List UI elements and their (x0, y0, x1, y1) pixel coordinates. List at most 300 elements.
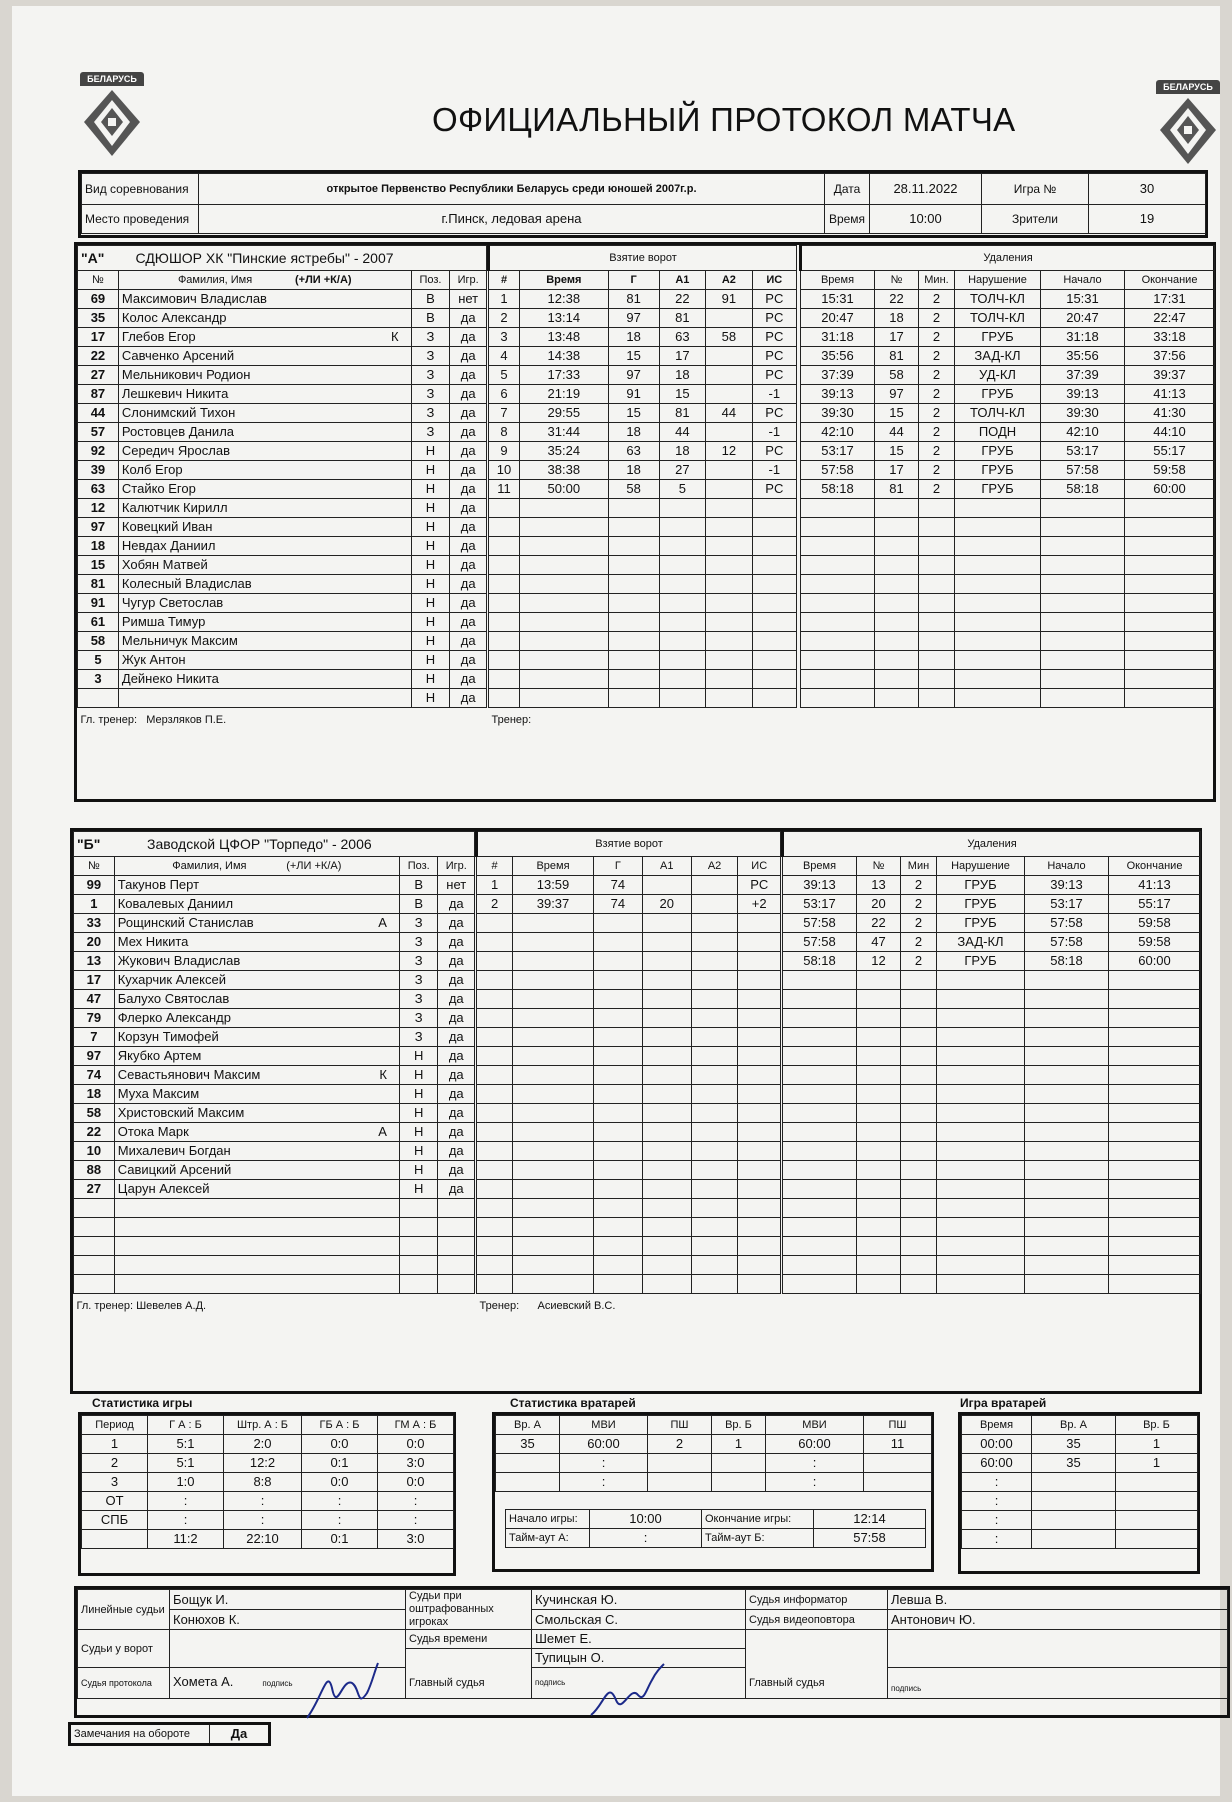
player-position: Н (399, 1161, 438, 1180)
player-position: Н (411, 651, 450, 670)
table-cell: 63 (608, 442, 659, 461)
player-name (118, 613, 411, 632)
table-cell (937, 1028, 1025, 1047)
column-header: Время (520, 271, 609, 290)
table-cell: 35:24 (520, 442, 609, 461)
table-cell: 17 (875, 461, 919, 480)
table-cell (738, 1028, 781, 1047)
table-cell (801, 537, 875, 556)
table-cell (706, 594, 753, 613)
goalie-time-row (962, 1530, 1198, 1549)
table-cell (738, 990, 781, 1009)
table-cell (875, 670, 919, 689)
table-cell (738, 1218, 781, 1237)
table-cell: 2 (919, 404, 955, 423)
table-cell (1109, 1009, 1201, 1028)
table-cell: 60:00 (1109, 952, 1201, 971)
player-name-text: Калютчик Кирилл (121, 500, 228, 515)
goalie-time-row (962, 1492, 1198, 1511)
col-pos: Поз. (399, 857, 438, 876)
player-row (78, 480, 487, 499)
player-number: 63 (78, 480, 119, 499)
table-cell (937, 1199, 1025, 1218)
table-cell: 13:48 (520, 328, 609, 347)
penalty-row (801, 689, 1215, 708)
player-name-text: Мельничук Максим (121, 633, 238, 648)
goal-row (489, 575, 797, 594)
table-cell (901, 1104, 937, 1123)
table-cell: 41:13 (1109, 876, 1201, 895)
player-number: 33 (74, 914, 115, 933)
table-cell: 60:00 (766, 1435, 864, 1454)
table-cell (659, 575, 706, 594)
column-header: Вр. А (496, 1416, 560, 1435)
player-number: 47 (74, 990, 115, 1009)
player-position: З (411, 385, 450, 404)
table-cell (513, 914, 594, 933)
penalty-row (783, 1256, 1201, 1275)
table-cell (1109, 1123, 1201, 1142)
table-cell: 57:58 (1025, 933, 1109, 952)
player-position: Н (399, 1142, 438, 1161)
table-cell: ГРУБ (937, 952, 1025, 971)
table-cell: 35 (1032, 1454, 1116, 1473)
game-stats-box (78, 1412, 456, 1576)
table-cell (642, 1085, 691, 1104)
table-cell (752, 594, 796, 613)
player-played: да (450, 461, 487, 480)
table-cell (875, 632, 919, 651)
table-cell: 2 (901, 876, 937, 895)
table-cell (513, 1256, 594, 1275)
table-cell (901, 1275, 937, 1294)
penalty-row (801, 556, 1215, 575)
player-position: Н (411, 594, 450, 613)
column-header: Начало (1041, 271, 1125, 290)
goal-row (477, 1085, 781, 1104)
player-played (438, 1199, 475, 1218)
table-cell (1109, 1161, 1201, 1180)
table-cell (489, 575, 520, 594)
column-header: Вр. Б (712, 1416, 766, 1435)
table-cell (1125, 632, 1215, 651)
table-cell (593, 1028, 642, 1047)
player-number: 5 (78, 651, 119, 670)
team-b-goals (475, 831, 781, 1318)
player-played: да (450, 309, 487, 328)
player-position: Н (411, 442, 450, 461)
table-cell (513, 1066, 594, 1085)
table-cell: 2 (919, 461, 955, 480)
table-cell (901, 990, 937, 1009)
table-cell: 44 (706, 404, 753, 423)
table-cell: 12 (857, 952, 901, 971)
player-position: З (399, 971, 438, 990)
player-row (78, 632, 487, 651)
penalty-row (783, 1275, 1201, 1294)
table-cell (857, 1009, 901, 1028)
team-b-roster (73, 831, 475, 1318)
player-name (118, 290, 411, 309)
team-a-pen-title: Удаления (801, 246, 1215, 271)
table-cell: -1 (752, 385, 796, 404)
table-cell (919, 651, 955, 670)
table-cell (608, 518, 659, 537)
player-name-text: Отока Марк (117, 1124, 189, 1139)
table-cell: 12:38 (520, 290, 609, 309)
table-cell: 15 (608, 347, 659, 366)
table-cell (1116, 1492, 1198, 1511)
table-cell: 3:0 (378, 1530, 454, 1549)
table-cell (857, 971, 901, 990)
player-name-text: Жук Антон (121, 652, 186, 667)
player-name-text: Кухарчик Алексей (117, 972, 226, 987)
player-number: 57 (78, 423, 119, 442)
table-cell: 35:56 (801, 347, 875, 366)
table-cell: : (560, 1454, 648, 1473)
table-cell: 58 (706, 328, 753, 347)
goal-row (489, 385, 797, 404)
table-cell (1109, 1218, 1201, 1237)
table-cell (1109, 1237, 1201, 1256)
table-cell (1116, 1511, 1198, 1530)
table-cell: 10 (489, 461, 520, 480)
column-header: Вр. Б (1116, 1416, 1198, 1435)
column-header: Мин (901, 857, 937, 876)
table-cell (1025, 990, 1109, 1009)
table-cell (1109, 1180, 1201, 1199)
gk-game-box (958, 1412, 1200, 1574)
logo-text: БЕЛАРУСЬ (1156, 80, 1220, 94)
table-cell: PC (752, 404, 796, 423)
table-cell: 15 (659, 385, 706, 404)
video-judge: Антонович Ю. (888, 1610, 1228, 1630)
penalty-row (783, 1104, 1201, 1123)
table-cell (955, 575, 1041, 594)
table-cell (857, 1161, 901, 1180)
table-cell (738, 1256, 781, 1275)
player-name (114, 1066, 399, 1085)
table-cell (593, 1256, 642, 1275)
player-number: 92 (78, 442, 119, 461)
player-name-text: Муха Максим (117, 1086, 200, 1101)
table-cell: 15 (875, 404, 919, 423)
table-cell: 39:30 (1041, 404, 1125, 423)
table-cell (608, 651, 659, 670)
player-name (118, 328, 411, 347)
table-cell (752, 670, 796, 689)
table-cell (1025, 1085, 1109, 1104)
player-number: 10 (74, 1142, 115, 1161)
table-cell (608, 613, 659, 632)
player-name (114, 876, 399, 895)
table-cell: PC (752, 328, 796, 347)
chief-sign-label: подпись (888, 1668, 1228, 1699)
table-cell: 29:55 (520, 404, 609, 423)
end-time: 12:14 (814, 1510, 926, 1529)
chief-label: Главный судья (746, 1668, 888, 1699)
table-cell: 1:0 (148, 1473, 224, 1492)
table-cell (857, 1104, 901, 1123)
penbox-label: Судьи при оштрафованных игроках (406, 1590, 532, 1630)
player-number: 69 (78, 290, 119, 309)
table-cell (1125, 594, 1215, 613)
table-cell: 39:13 (1041, 385, 1125, 404)
table-cell (1125, 537, 1215, 556)
table-cell (857, 1047, 901, 1066)
spectators-label: Зрители (982, 205, 1089, 234)
table-cell (901, 1142, 937, 1161)
player-name-text: Якубко Артем (117, 1048, 202, 1063)
player-row (78, 575, 487, 594)
table-cell: УД-КЛ (955, 366, 1041, 385)
referee-sign-label: подпись (532, 1668, 746, 1699)
player-name-text: Михалевич Богдан (117, 1143, 231, 1158)
player-played: да (450, 556, 487, 575)
table-cell (642, 1218, 691, 1237)
table-cell (691, 876, 738, 895)
ornament-icon (80, 86, 144, 160)
player-name (114, 971, 399, 990)
player-played: да (450, 594, 487, 613)
table-cell (937, 1009, 1025, 1028)
player-name (114, 1161, 399, 1180)
table-cell: PC (738, 876, 781, 895)
table-cell (513, 1104, 594, 1123)
table-cell (520, 670, 609, 689)
player-position: З (399, 914, 438, 933)
table-cell: 74 (593, 895, 642, 914)
table-cell (513, 1047, 594, 1066)
player-played: да (438, 1123, 475, 1142)
player-played: да (450, 689, 487, 708)
player-name-text: Севастьянович Максим (117, 1067, 261, 1082)
table-cell (1041, 499, 1125, 518)
table-cell (738, 1066, 781, 1085)
player-row (78, 613, 487, 632)
table-cell (783, 1104, 857, 1123)
table-cell: ТОЛЧ-КЛ (955, 290, 1041, 309)
player-name (114, 990, 399, 1009)
table-cell: 2 (901, 914, 937, 933)
goal-row (489, 537, 797, 556)
goal-row (477, 895, 781, 914)
table-cell: 59:58 (1109, 914, 1201, 933)
table-cell: 2 (919, 328, 955, 347)
player-position (399, 1237, 438, 1256)
table-cell: 2 (919, 290, 955, 309)
table-cell (691, 1161, 738, 1180)
signature-referee (586, 1660, 666, 1722)
table-cell (642, 990, 691, 1009)
table-cell: 50:00 (520, 480, 609, 499)
table-cell (642, 1066, 691, 1085)
table-cell (955, 613, 1041, 632)
team-b-coach-row: Гл. тренер: Шевелев А.Д. (76, 1300, 207, 1312)
table-cell (1041, 651, 1125, 670)
table-cell: : (962, 1492, 1032, 1511)
player-name (118, 518, 411, 537)
table-cell: 37:39 (1041, 366, 1125, 385)
table-cell: ГРУБ (955, 461, 1041, 480)
table-cell: : (962, 1473, 1032, 1492)
table-cell (489, 632, 520, 651)
table-cell (513, 952, 594, 971)
table-cell (520, 689, 609, 708)
penalty-row (801, 309, 1215, 328)
goal-row (477, 1180, 781, 1199)
player-name (118, 309, 411, 328)
table-cell (1032, 1511, 1116, 1530)
table-cell: 35 (1032, 1435, 1116, 1454)
table-cell (1025, 1047, 1109, 1066)
player-played: да (450, 651, 487, 670)
scorer-label: Судья протокола (78, 1668, 170, 1699)
table-cell: 13 (857, 876, 901, 895)
table-cell (857, 1275, 901, 1294)
player-name (118, 385, 411, 404)
table-cell (1025, 1066, 1109, 1085)
table-cell (477, 1199, 513, 1218)
period-row (82, 1473, 454, 1492)
table-cell (937, 1161, 1025, 1180)
player-name-text: Жукович Владислав (117, 953, 241, 968)
table-cell (752, 556, 796, 575)
table-cell (659, 556, 706, 575)
table-cell (608, 689, 659, 708)
table-cell (608, 670, 659, 689)
table-cell (1109, 1066, 1201, 1085)
player-role: А (378, 915, 387, 930)
table-cell: ГРУБ (937, 914, 1025, 933)
player-played: да (450, 537, 487, 556)
table-cell (864, 1454, 932, 1473)
table-cell: 2 (919, 385, 955, 404)
table-cell (738, 1180, 781, 1199)
player-number: 99 (74, 876, 115, 895)
penalty-row (801, 404, 1215, 423)
table-cell: 0:1 (302, 1530, 378, 1549)
referee: Тупицын О. (532, 1649, 746, 1668)
table-cell (738, 1199, 781, 1218)
table-cell (901, 1123, 937, 1142)
table-cell (593, 1161, 642, 1180)
player-row (78, 651, 487, 670)
player-name (118, 689, 411, 708)
table-cell: 41:30 (1125, 404, 1215, 423)
column-header: Время (962, 1416, 1032, 1435)
time-label: Время (825, 205, 870, 234)
player-name-text: Слонимский Тихон (121, 405, 236, 420)
player-number (74, 1199, 115, 1218)
table-cell (857, 1142, 901, 1161)
col-num: № (78, 271, 119, 290)
table-cell (937, 1237, 1025, 1256)
player-name (114, 1199, 399, 1218)
table-cell (513, 1237, 594, 1256)
table-cell (642, 876, 691, 895)
table-cell: 15:31 (801, 290, 875, 309)
player-position (399, 1256, 438, 1275)
goal-row (489, 613, 797, 632)
penalty-row (801, 594, 1215, 613)
table-cell (1041, 556, 1125, 575)
table-cell (875, 537, 919, 556)
player-name-text: Глебов Егор (121, 329, 196, 344)
player-position: Н (411, 537, 450, 556)
table-cell (1025, 971, 1109, 990)
table-cell (1025, 1161, 1109, 1180)
player-name (114, 1009, 399, 1028)
table-cell (496, 1454, 560, 1473)
player-number: 27 (74, 1180, 115, 1199)
table-cell (706, 423, 753, 442)
table-cell (520, 613, 609, 632)
player-played: нет (438, 876, 475, 895)
table-cell (864, 1473, 932, 1492)
table-cell: 15:31 (1041, 290, 1125, 309)
start-label: Начало игры: (506, 1510, 590, 1529)
table-cell (642, 1275, 691, 1294)
column-header: ГМ А : Б (378, 1416, 454, 1435)
team-a-goals-title: Взятие ворот (489, 246, 797, 271)
column-header: # (477, 857, 513, 876)
table-cell (642, 1104, 691, 1123)
table-cell: 57:58 (1025, 914, 1109, 933)
table-cell (513, 971, 594, 990)
player-played: да (450, 404, 487, 423)
table-cell: 4 (489, 347, 520, 366)
player-row (78, 347, 487, 366)
player-position: Н (399, 1104, 438, 1123)
table-cell (1109, 1256, 1201, 1275)
table-cell (1125, 670, 1215, 689)
timeout-a-label: Тайм-аут А: (506, 1529, 590, 1548)
table-cell (691, 1218, 738, 1237)
player-number: 3 (78, 670, 119, 689)
table-cell (875, 556, 919, 575)
player-name (114, 1218, 399, 1237)
player-played: да (450, 385, 487, 404)
player-number: 88 (74, 1161, 115, 1180)
table-cell (901, 1199, 937, 1218)
table-cell: 5:1 (148, 1435, 224, 1454)
player-played: да (450, 632, 487, 651)
table-cell (659, 518, 706, 537)
player-played: да (438, 1104, 475, 1123)
player-row (78, 309, 487, 328)
table-cell (1041, 689, 1125, 708)
table-cell (691, 1123, 738, 1142)
game-times (505, 1509, 926, 1548)
table-cell (752, 537, 796, 556)
player-row (78, 290, 487, 309)
table-cell (901, 1028, 937, 1047)
player-number: 58 (78, 632, 119, 651)
player-number: 1 (74, 895, 115, 914)
table-cell (659, 499, 706, 518)
player-row (78, 670, 487, 689)
table-cell (901, 1256, 937, 1275)
table-cell (1025, 1180, 1109, 1199)
table-cell: 00:00 (962, 1435, 1032, 1454)
column-header: А2 (691, 857, 738, 876)
goal-row (477, 1123, 781, 1142)
table-cell (1109, 1047, 1201, 1066)
table-cell (1041, 575, 1125, 594)
table-cell (477, 1085, 513, 1104)
table-cell (659, 670, 706, 689)
